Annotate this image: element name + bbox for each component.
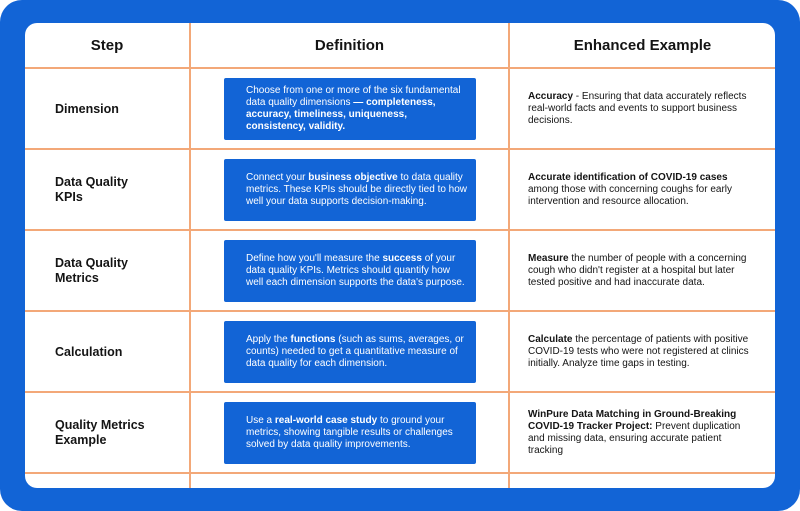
- definition-box: [224, 402, 476, 464]
- step-label: Dimension: [55, 101, 119, 116]
- example-cell: [528, 312, 753, 392]
- step-label: Calculation: [55, 344, 123, 359]
- example-cell: [528, 150, 753, 230]
- definition-text: Connect your: [246, 172, 309, 183]
- definition-highlight: success: [382, 253, 422, 264]
- table-row: [25, 312, 775, 392]
- header-step: Step: [90, 37, 124, 54]
- step-label: Data Quality Metrics: [55, 256, 128, 285]
- definition-text: Use a: [246, 415, 275, 426]
- example-highlight: Accuracy: [528, 91, 574, 102]
- table-row: [25, 69, 775, 149]
- definition-text: Define how you'll measure the: [246, 253, 383, 264]
- definition-highlight: functions: [290, 334, 336, 345]
- example-highlight: Measure: [528, 253, 569, 264]
- definition-box: [224, 321, 476, 383]
- definition-text: (such as sums, averages, or counts) needed to get a quantitative measure of data quality for each dimension.: [246, 334, 464, 369]
- example-cell: [528, 231, 753, 311]
- definition-highlight: business objective: [308, 172, 398, 183]
- definition-text: of your data quality KPIs. Metrics should quantify how well each dimension supports the data's purpose.: [246, 253, 465, 288]
- example-text: Prevent duplication and missing data, ensuring accurate patient tracking: [528, 421, 741, 456]
- definition-text: Choose from one or more of the six fundamental data quality dimensions: [246, 85, 461, 108]
- table-row: [25, 231, 775, 311]
- example-text: among those with concerning coughs for early intervention and resource allocation.: [528, 184, 733, 207]
- example-text: - Ensuring that data accurately reflects real-world facts and events to support business decisions.: [528, 91, 747, 126]
- example-text: the percentage of patients with positive COVID-19 tests who were not registered at clinics initially. Analyze time gaps in testing.: [528, 334, 749, 369]
- example-highlight: WinPure Data Matching in Ground-Breaking COVID-19 Tracker Project:: [528, 409, 737, 432]
- header-example: Enhanced Example: [573, 37, 712, 54]
- definition-highlight: real-world case study: [274, 415, 378, 426]
- example-highlight: Accurate identification of COVID-19 cases: [528, 172, 728, 183]
- header-definition: Definition: [314, 37, 385, 54]
- table-row: [25, 393, 775, 473]
- example-text: the number of people with a concerning cough who didn't register at a hospital but later tested positive and had inaccurate data.: [528, 253, 747, 288]
- table-row: [25, 150, 775, 230]
- definition-text: to ground your metrics, showing tangible results or challenges solved by data quality improvements.: [246, 415, 453, 450]
- definition-text: Apply the: [246, 334, 291, 345]
- data-quality-table: [25, 23, 775, 488]
- definition-box: [224, 240, 476, 302]
- example-cell: [528, 69, 753, 149]
- example-highlight: Calculate: [528, 334, 573, 345]
- definition-highlight: — completeness, accuracy, timeliness, uniqueness, consistency, validity.: [246, 97, 436, 132]
- step-label: Data Quality KPIs: [55, 175, 128, 204]
- step-label: Quality Metrics Example: [55, 418, 145, 447]
- definition-box: [224, 159, 476, 221]
- definition-text: to data quality metrics. These KPIs should be directly tied to how well your data supports decision-making.: [246, 172, 468, 207]
- definition-box: [224, 78, 476, 140]
- example-cell: [528, 393, 753, 473]
